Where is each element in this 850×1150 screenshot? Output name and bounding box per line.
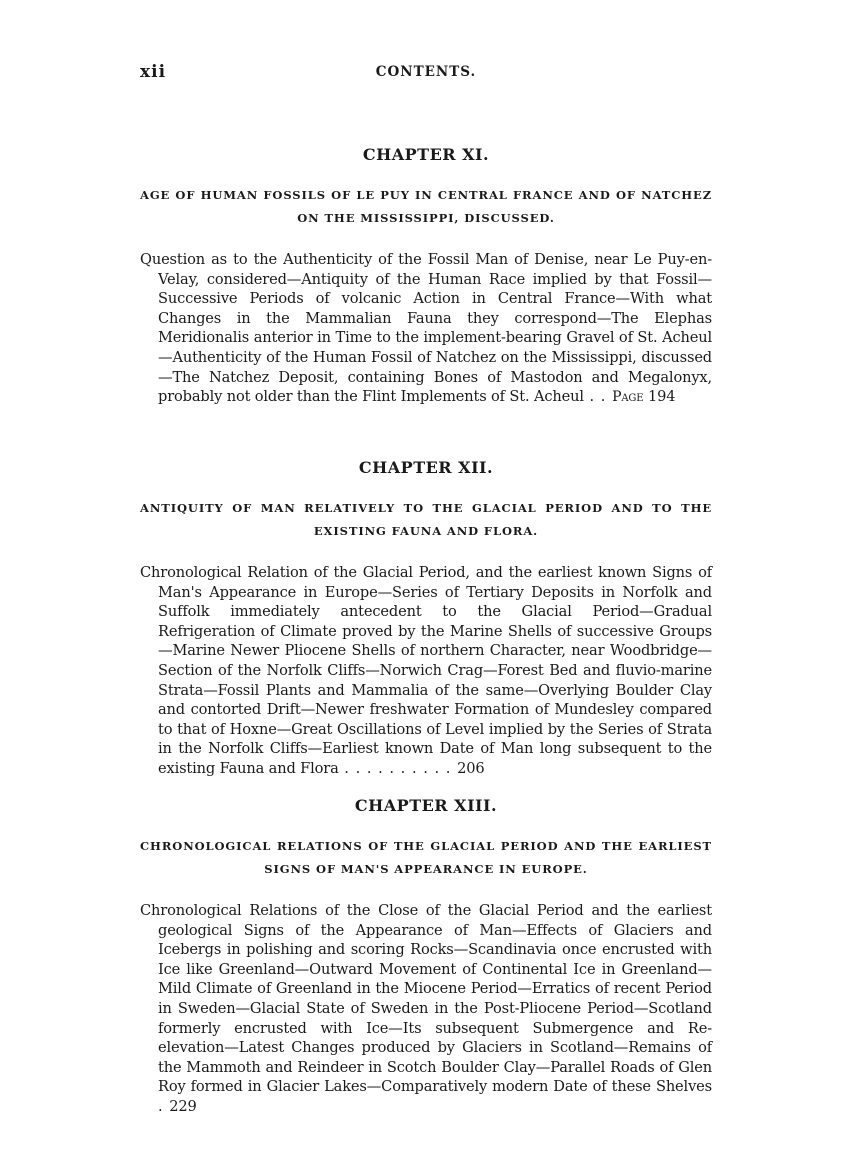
chapter-subject: CHRONOLOGICAL RELATIONS OF THE GLACIAL PERIOD AND THE EARLIEST SIGNS OF MAN'S APPEARANCE IN EUROPE. <box>140 839 712 876</box>
running-title: CONTENTS. <box>375 64 477 80</box>
chapter-summary-text: Chronological Relation of the Glacial Period, and the earliest known Signs of Man's Appearance in Europe—Series of Tertiary Deposits in Norfolk and Suffolk immediately antecedent to the Glacial Period—Gradual Refrigeration of Climate proved by the Marine Shells of successive Groups—Marine Newer Pliocene Shells of northern Character, near Woodbridge—Section of the Norfolk Cliffs—Norwich Crag—Forest Bed and fluvio-marine Strata—Fossil Plants and Mammalia of the same—Overlying Boulder Clay and contorted Drift—Newer freshwater Formation of Mundesley compared to that of Hoxne—Great Oscillations of Level implied by the Series of Strata in the Norfolk Cliffs—Earliest known Date of Man long subsequent to the existing Fauna and Flora <box>140 564 712 777</box>
page-reference <box>339 760 485 777</box>
page-reference <box>584 388 675 405</box>
chapter-entry <box>140 796 712 1117</box>
page-reference <box>158 1098 197 1115</box>
page-label: Page <box>612 389 644 406</box>
page-folio: xii <box>140 62 167 82</box>
chapter-subject: AGE OF HUMAN FOSSILS OF LE PUY IN CENTRAL FRANCE AND OF NATCHEZ ON THE MISSISSIPPI, DISCUSSED. <box>140 188 712 225</box>
chapter-entry <box>140 145 712 408</box>
chapter-title: CHAPTER XII. <box>358 458 494 477</box>
dot-leaders: . . <box>583 388 613 406</box>
chapter-title: CHAPTER XIII. <box>354 796 498 815</box>
page-number: 206 <box>457 759 485 777</box>
dot-leaders: . <box>158 1097 170 1115</box>
page-number: 229 <box>169 1097 197 1115</box>
running-head <box>140 62 712 92</box>
chapter-summary <box>140 901 712 1117</box>
chapter-title: CHAPTER XI. <box>362 145 490 164</box>
chapter-summary-text: Chronological Relations of the Close of the Glacial Period and the earliest geological Signs of the Appearance of Man—Effects of Glaciers and Icebergs in polishing and scoring Rocks—Scandinavia once encrusted with Ice like Greenland—Outward Movement of Continental Ice in Greenland—Mild Climate of Greenland in the Miocene Period—Erratics of recent Period in Sweden—Glacial State of Sweden in the Post-Pliocene Period—Scotland formerly encrusted with Ice—Its subsequent Submergence and Re-elevation—Latest Changes produced by Glaciers in Scotland—Remains of the Mammoth and Reindeer in Scotch Boulder Clay—Parallel Roads of Glen Roy formed in Glacier Lakes—Comparatively modern Date of these Shelves <box>140 902 712 1096</box>
dot-leaders: . . . . . . . . . . <box>338 759 458 777</box>
chapter-summary <box>140 563 712 779</box>
chapter-summary-text: Question as to the Authenticity of the Fossil Man of Denise, near Le Puy-en-Velay, considered—Antiquity of the Human Race implied by that Fossil—Successive Periods of volcanic Action in Central France—With what Changes in the Mammalian Fauna they correspond—The Elephas Meridionalis anterior in Time to the implement-bearing Gravel of St. Acheul—Authenticity of the Human Fossil of Natchez on the Mississippi, discussed—The Natchez Deposit, containing Bones of Mastodon and Megalonyx, probably not older than the Flint Implements of St. Acheul <box>140 251 712 406</box>
chapter-subject: ANTIQUITY OF MAN RELATIVELY TO THE GLACIAL PERIOD AND TO THE EXISTING FAUNA AND FLORA. <box>140 501 712 538</box>
chapter-entry <box>140 458 712 779</box>
page-number: 194 <box>647 388 676 406</box>
chapter-summary <box>140 250 712 408</box>
